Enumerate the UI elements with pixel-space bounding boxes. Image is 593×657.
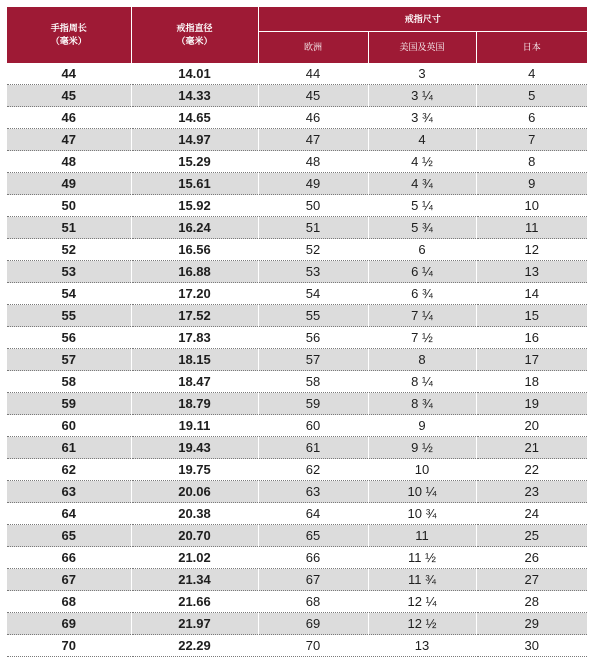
cell-europe-size: 64 bbox=[258, 503, 368, 525]
cell-finger-circumference: 57 bbox=[7, 349, 131, 371]
cell-finger-circumference: 63 bbox=[7, 481, 131, 503]
cell-japan-size: 12 bbox=[476, 239, 587, 261]
cell-ring-diameter: 15.29 bbox=[131, 151, 258, 173]
header-ring-size-group: 戒指尺寸 bbox=[258, 7, 587, 32]
cell-finger-circumference: 48 bbox=[7, 151, 131, 173]
cell-finger-circumference: 69 bbox=[7, 613, 131, 635]
cell-finger-circumference: 51 bbox=[7, 217, 131, 239]
cell-us-uk-size: 3 ¾ bbox=[368, 107, 476, 129]
cell-europe-size: 49 bbox=[258, 173, 368, 195]
cell-finger-circumference: 52 bbox=[7, 239, 131, 261]
table-row bbox=[7, 173, 587, 195]
cell-finger-circumference: 49 bbox=[7, 173, 131, 195]
cell-finger-circumference: 62 bbox=[7, 459, 131, 481]
cell-japan-size: 30 bbox=[476, 635, 587, 657]
cell-europe-size: 63 bbox=[258, 481, 368, 503]
header-finger-circumference bbox=[7, 7, 131, 63]
cell-europe-size: 45 bbox=[258, 85, 368, 107]
cell-europe-size: 56 bbox=[258, 327, 368, 349]
cell-ring-diameter: 14.97 bbox=[131, 129, 258, 151]
cell-finger-circumference: 64 bbox=[7, 503, 131, 525]
table-row bbox=[7, 503, 587, 525]
cell-us-uk-size: 10 ¾ bbox=[368, 503, 476, 525]
cell-us-uk-size: 4 ¾ bbox=[368, 173, 476, 195]
cell-europe-size: 50 bbox=[258, 195, 368, 217]
table-row bbox=[7, 437, 587, 459]
cell-us-uk-size: 11 bbox=[368, 525, 476, 547]
cell-us-uk-size: 6 ¼ bbox=[368, 261, 476, 283]
cell-ring-diameter: 14.65 bbox=[131, 107, 258, 129]
cell-europe-size: 52 bbox=[258, 239, 368, 261]
cell-japan-size: 10 bbox=[476, 195, 587, 217]
cell-finger-circumference: 55 bbox=[7, 305, 131, 327]
cell-ring-diameter: 17.83 bbox=[131, 327, 258, 349]
cell-europe-size: 44 bbox=[258, 63, 368, 85]
table-row bbox=[7, 393, 587, 415]
cell-ring-diameter: 20.38 bbox=[131, 503, 258, 525]
table-header bbox=[7, 7, 587, 63]
cell-japan-size: 14 bbox=[476, 283, 587, 305]
table-row bbox=[7, 635, 587, 657]
table-row bbox=[7, 107, 587, 129]
table-row bbox=[7, 261, 587, 283]
cell-japan-size: 5 bbox=[476, 85, 587, 107]
cell-finger-circumference: 66 bbox=[7, 547, 131, 569]
cell-europe-size: 48 bbox=[258, 151, 368, 173]
cell-japan-size: 19 bbox=[476, 393, 587, 415]
table-row bbox=[7, 349, 587, 371]
cell-us-uk-size: 12 ¼ bbox=[368, 591, 476, 613]
cell-us-uk-size: 9 bbox=[368, 415, 476, 437]
table-row bbox=[7, 283, 587, 305]
header-japan: 日本 bbox=[476, 32, 587, 64]
cell-ring-diameter: 22.29 bbox=[131, 635, 258, 657]
header-finger-circumference-unit: （毫米） bbox=[50, 36, 87, 46]
table-row bbox=[7, 569, 587, 591]
cell-ring-diameter: 17.20 bbox=[131, 283, 258, 305]
cell-europe-size: 70 bbox=[258, 635, 368, 657]
table-row bbox=[7, 305, 587, 327]
cell-ring-diameter: 21.66 bbox=[131, 591, 258, 613]
header-ring-diameter-label: 戒指直径 bbox=[176, 23, 213, 33]
cell-japan-size: 16 bbox=[476, 327, 587, 349]
cell-finger-circumference: 61 bbox=[7, 437, 131, 459]
cell-finger-circumference: 60 bbox=[7, 415, 131, 437]
header-ring-diameter bbox=[131, 7, 258, 63]
table-row bbox=[7, 63, 587, 85]
ring-size-table bbox=[7, 7, 587, 657]
cell-ring-diameter: 16.88 bbox=[131, 261, 258, 283]
cell-finger-circumference: 65 bbox=[7, 525, 131, 547]
cell-japan-size: 26 bbox=[476, 547, 587, 569]
header-us-uk: 美国及英国 bbox=[368, 32, 476, 64]
cell-ring-diameter: 15.61 bbox=[131, 173, 258, 195]
cell-ring-diameter: 19.43 bbox=[131, 437, 258, 459]
cell-finger-circumference: 58 bbox=[7, 371, 131, 393]
cell-finger-circumference: 44 bbox=[7, 63, 131, 85]
cell-japan-size: 20 bbox=[476, 415, 587, 437]
cell-europe-size: 61 bbox=[258, 437, 368, 459]
cell-japan-size: 18 bbox=[476, 371, 587, 393]
cell-us-uk-size: 8 bbox=[368, 349, 476, 371]
cell-us-uk-size: 4 ½ bbox=[368, 151, 476, 173]
cell-us-uk-size: 7 ½ bbox=[368, 327, 476, 349]
cell-japan-size: 9 bbox=[476, 173, 587, 195]
cell-japan-size: 17 bbox=[476, 349, 587, 371]
cell-us-uk-size: 5 ¼ bbox=[368, 195, 476, 217]
cell-europe-size: 60 bbox=[258, 415, 368, 437]
header-ring-diameter-unit: （毫米） bbox=[176, 36, 213, 46]
cell-finger-circumference: 47 bbox=[7, 129, 131, 151]
cell-japan-size: 11 bbox=[476, 217, 587, 239]
cell-europe-size: 53 bbox=[258, 261, 368, 283]
cell-us-uk-size: 11 ¾ bbox=[368, 569, 476, 591]
cell-ring-diameter: 16.24 bbox=[131, 217, 258, 239]
cell-japan-size: 4 bbox=[476, 63, 587, 85]
cell-us-uk-size: 3 bbox=[368, 63, 476, 85]
cell-japan-size: 23 bbox=[476, 481, 587, 503]
cell-europe-size: 57 bbox=[258, 349, 368, 371]
cell-us-uk-size: 6 ¾ bbox=[368, 283, 476, 305]
cell-ring-diameter: 14.01 bbox=[131, 63, 258, 85]
table-row bbox=[7, 481, 587, 503]
cell-ring-diameter: 20.06 bbox=[131, 481, 258, 503]
cell-ring-diameter: 18.15 bbox=[131, 349, 258, 371]
cell-japan-size: 6 bbox=[476, 107, 587, 129]
cell-ring-diameter: 21.34 bbox=[131, 569, 258, 591]
table-row bbox=[7, 525, 587, 547]
cell-japan-size: 13 bbox=[476, 261, 587, 283]
cell-us-uk-size: 8 ¾ bbox=[368, 393, 476, 415]
cell-japan-size: 22 bbox=[476, 459, 587, 481]
cell-europe-size: 58 bbox=[258, 371, 368, 393]
ring-size-table-container bbox=[7, 7, 587, 657]
cell-japan-size: 24 bbox=[476, 503, 587, 525]
cell-ring-diameter: 18.79 bbox=[131, 393, 258, 415]
table-row bbox=[7, 217, 587, 239]
cell-japan-size: 28 bbox=[476, 591, 587, 613]
cell-europe-size: 54 bbox=[258, 283, 368, 305]
cell-japan-size: 7 bbox=[476, 129, 587, 151]
cell-us-uk-size: 13 bbox=[368, 635, 476, 657]
table-row bbox=[7, 591, 587, 613]
cell-europe-size: 65 bbox=[258, 525, 368, 547]
cell-japan-size: 8 bbox=[476, 151, 587, 173]
cell-japan-size: 25 bbox=[476, 525, 587, 547]
table-row bbox=[7, 415, 587, 437]
header-finger-circumference-label: 手指周长 bbox=[50, 23, 87, 33]
table-row bbox=[7, 613, 587, 635]
cell-finger-circumference: 54 bbox=[7, 283, 131, 305]
cell-finger-circumference: 50 bbox=[7, 195, 131, 217]
table-body bbox=[7, 63, 587, 657]
cell-ring-diameter: 18.47 bbox=[131, 371, 258, 393]
cell-ring-diameter: 16.56 bbox=[131, 239, 258, 261]
table-row bbox=[7, 239, 587, 261]
table-row bbox=[7, 85, 587, 107]
cell-ring-diameter: 20.70 bbox=[131, 525, 258, 547]
cell-finger-circumference: 53 bbox=[7, 261, 131, 283]
cell-japan-size: 21 bbox=[476, 437, 587, 459]
cell-europe-size: 51 bbox=[258, 217, 368, 239]
cell-us-uk-size: 5 ¾ bbox=[368, 217, 476, 239]
cell-ring-diameter: 21.97 bbox=[131, 613, 258, 635]
cell-us-uk-size: 11 ½ bbox=[368, 547, 476, 569]
cell-finger-circumference: 70 bbox=[7, 635, 131, 657]
cell-ring-diameter: 19.11 bbox=[131, 415, 258, 437]
cell-japan-size: 27 bbox=[476, 569, 587, 591]
cell-ring-diameter: 17.52 bbox=[131, 305, 258, 327]
cell-us-uk-size: 7 ¼ bbox=[368, 305, 476, 327]
cell-europe-size: 62 bbox=[258, 459, 368, 481]
cell-ring-diameter: 21.02 bbox=[131, 547, 258, 569]
cell-europe-size: 55 bbox=[258, 305, 368, 327]
cell-ring-diameter: 14.33 bbox=[131, 85, 258, 107]
cell-finger-circumference: 56 bbox=[7, 327, 131, 349]
cell-japan-size: 29 bbox=[476, 613, 587, 635]
cell-europe-size: 59 bbox=[258, 393, 368, 415]
table-row bbox=[7, 371, 587, 393]
cell-us-uk-size: 9 ½ bbox=[368, 437, 476, 459]
cell-us-uk-size: 10 bbox=[368, 459, 476, 481]
cell-europe-size: 68 bbox=[258, 591, 368, 613]
cell-europe-size: 67 bbox=[258, 569, 368, 591]
header-europe: 欧洲 bbox=[258, 32, 368, 64]
table-row bbox=[7, 459, 587, 481]
table-row bbox=[7, 547, 587, 569]
table-row bbox=[7, 195, 587, 217]
cell-europe-size: 46 bbox=[258, 107, 368, 129]
cell-europe-size: 69 bbox=[258, 613, 368, 635]
table-row bbox=[7, 151, 587, 173]
cell-finger-circumference: 68 bbox=[7, 591, 131, 613]
table-row bbox=[7, 129, 587, 151]
cell-finger-circumference: 67 bbox=[7, 569, 131, 591]
cell-us-uk-size: 12 ½ bbox=[368, 613, 476, 635]
table-row bbox=[7, 327, 587, 349]
cell-ring-diameter: 15.92 bbox=[131, 195, 258, 217]
cell-us-uk-size: 6 bbox=[368, 239, 476, 261]
cell-finger-circumference: 59 bbox=[7, 393, 131, 415]
cell-ring-diameter: 19.75 bbox=[131, 459, 258, 481]
cell-europe-size: 47 bbox=[258, 129, 368, 151]
cell-finger-circumference: 46 bbox=[7, 107, 131, 129]
cell-us-uk-size: 4 bbox=[368, 129, 476, 151]
cell-europe-size: 66 bbox=[258, 547, 368, 569]
cell-finger-circumference: 45 bbox=[7, 85, 131, 107]
cell-japan-size: 15 bbox=[476, 305, 587, 327]
cell-us-uk-size: 3 ¼ bbox=[368, 85, 476, 107]
cell-us-uk-size: 10 ¼ bbox=[368, 481, 476, 503]
cell-us-uk-size: 8 ¼ bbox=[368, 371, 476, 393]
